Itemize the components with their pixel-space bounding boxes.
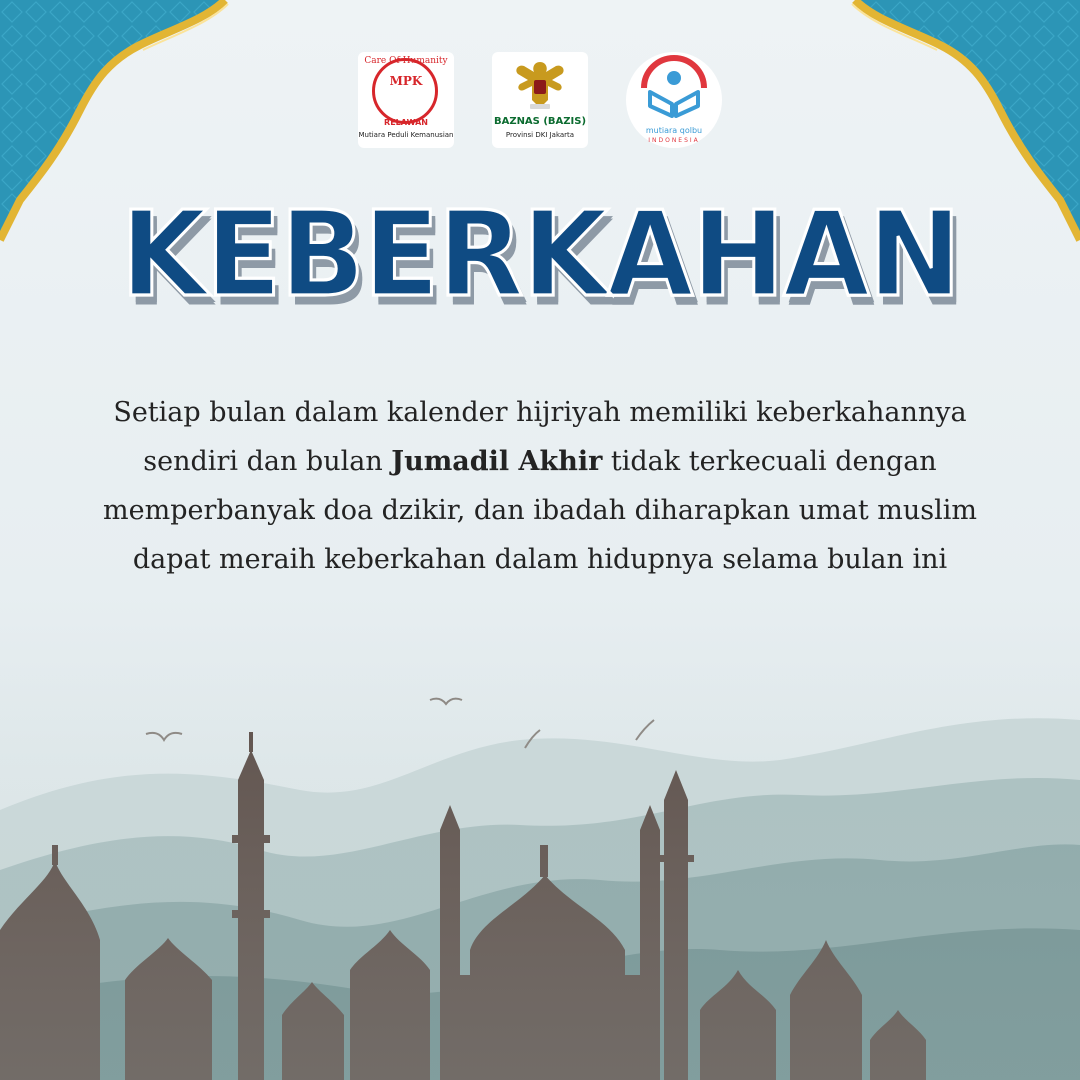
baznas-title: BAZNAS (BAZIS) [493,116,587,127]
garuda-emblem-icon [510,56,570,114]
headline: KEBERKAHAN [120,186,960,324]
baznas-logo [492,52,588,148]
open-book-person-icon [636,54,712,124]
message-line-1: Setiap bulan dalam kalender hijriyah memiliki keberkahannya [113,397,967,428]
message-line-2 [80,437,1000,486]
mutiara-qolbu-logo [626,52,722,148]
mpk-initials: MPK [389,74,423,88]
globe-icon [372,58,438,124]
mpk-label: RELAWAN [384,118,428,127]
mpk-logo [358,52,454,148]
mosque-landscape [0,620,1080,1080]
month-name: Jumadil Akhir [391,446,603,477]
logo-row [0,52,1080,148]
mq-name: mutiara qolbu [645,126,703,135]
message-line-2-end: tidak terkecuali dengan [602,446,937,477]
message [80,388,1000,584]
message-line-2-start: sendiri dan bulan [143,446,392,477]
mq-country: INDONESIA [648,137,700,144]
mpk-arc-text: Care Of Humanity [364,56,448,66]
baznas-subtitle: Provinsi DKI Jakarta [505,131,575,139]
mpk-subtitle: Mutiara Peduli Kemanusian [358,131,454,139]
message-line-3: memperbanyak doa dzikir, dan ibadah diharapkan umat muslim [103,495,977,526]
message-line-4: dapat meraih keberkahan dalam hidupnya selama bulan ini [132,544,948,575]
